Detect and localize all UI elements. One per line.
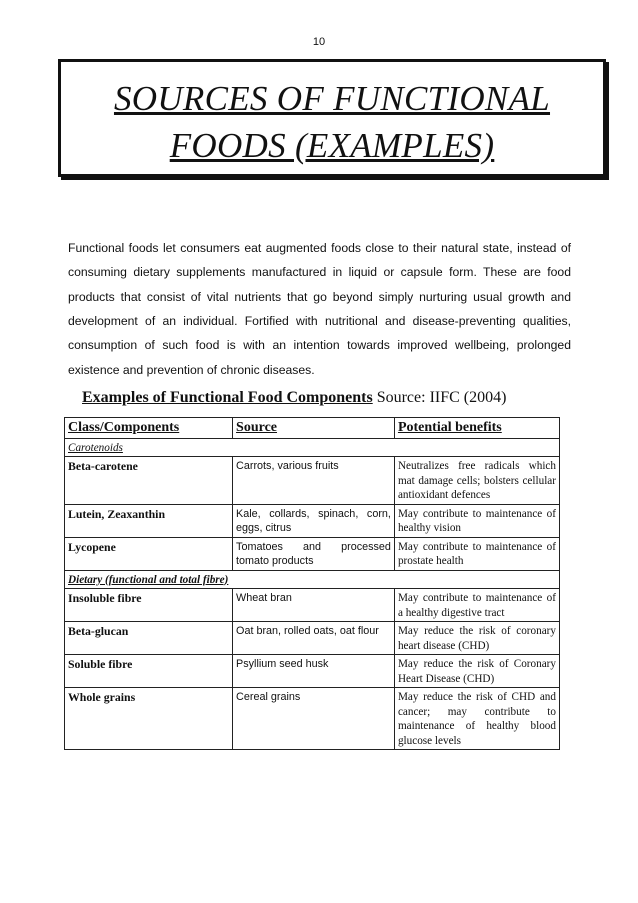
- component-cell: Lycopene: [65, 537, 233, 570]
- header-source: Source: [233, 418, 395, 439]
- component-cell: Beta-glucan: [65, 622, 233, 655]
- component-cell: Insoluble fibre: [65, 589, 233, 622]
- source-cell: Kale, collards, spinach, corn, eggs, citrus: [233, 504, 395, 537]
- table-header-row: [65, 418, 560, 439]
- source-cell: Psyllium seed husk: [233, 655, 395, 688]
- component-cell: Lutein, Zeaxanthin: [65, 504, 233, 537]
- table-row: [65, 622, 560, 655]
- category-row: [65, 438, 560, 457]
- page-title-line-1: SOURCES OF FUNCTIONAL: [113, 79, 551, 118]
- header-potential-benefits: Potential benefits: [394, 418, 559, 439]
- page-title-line-2: FOODS (EXAMPLES): [169, 126, 495, 165]
- page-number: 10: [312, 36, 326, 48]
- benefit-cell: May reduce the risk of Coronary Heart Disease (CHD): [394, 655, 559, 688]
- header-class-components: Class/Components: [65, 418, 233, 439]
- category-dietary-fibre: Dietary (functional and total fibre): [65, 570, 560, 589]
- intro-paragraph: Functional foods let consumers eat augmented foods close to their natural state, instead of consuming dietary supplements manufactured in liquid or capsule form. These are food products that consist of vital nutrients that go beyond simply nurturing usual growth and development of an individual. Fortified with nutritional and disease-preventing qualities, consumption of such food is with an intention towards improved wellbeing, prolonged existence and prevention of chronic diseases.: [68, 241, 571, 377]
- component-cell: Beta-carotene: [65, 457, 233, 505]
- benefit-cell: May contribute to maintenance of a healthy digestive tract: [394, 589, 559, 622]
- table-caption-title: Examples of Functional Food Components: [82, 389, 373, 406]
- table-row: [65, 504, 560, 537]
- component-cell: Soluble fibre: [65, 655, 233, 688]
- source-cell: Cereal grains: [233, 688, 395, 750]
- title-box: [58, 59, 606, 177]
- table-caption-source: Source: IIFC (2004): [372, 389, 507, 406]
- functional-food-table: [64, 417, 560, 750]
- table-caption: [82, 389, 582, 407]
- benefit-cell: May contribute to maintenance of healthy vision: [394, 504, 559, 537]
- table-row: [65, 688, 560, 750]
- benefit-cell: Neutralizes free radicals which mat damage cells; bolsters cellular antioxidant defences: [394, 457, 559, 505]
- table-row: [65, 537, 560, 570]
- source-cell: Carrots, various fruits: [233, 457, 395, 505]
- table-row: [65, 589, 560, 622]
- table-row: [65, 655, 560, 688]
- benefit-cell: May contribute to maintenance of prostate health: [394, 537, 559, 570]
- table-row: [65, 457, 560, 505]
- component-cell: Whole grains: [65, 688, 233, 750]
- category-carotenoids: Carotenoids: [65, 438, 560, 457]
- category-row: [65, 570, 560, 589]
- source-cell: Wheat bran: [233, 589, 395, 622]
- source-cell: Tomatoes and processed tomato products: [233, 537, 395, 570]
- benefit-cell: May reduce the risk of coronary heart disease (CHD): [394, 622, 559, 655]
- benefit-cell: May reduce the risk of CHD and cancer; may contribute to maintenance of healthy blood glucose levels: [394, 688, 559, 750]
- source-cell: Oat bran, rolled oats, oat flour: [233, 622, 395, 655]
